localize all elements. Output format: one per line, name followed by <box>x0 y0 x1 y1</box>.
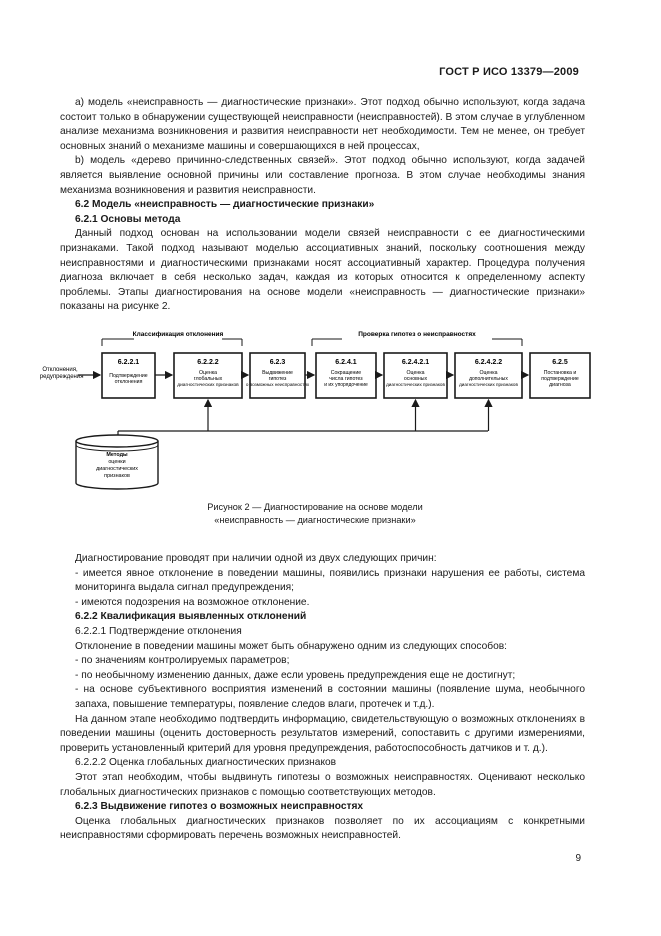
box-number: 6.2.5 <box>552 359 568 366</box>
paragraph-b: b) модель «дерево причинно-следственных связей». Этот подход обычно используют, когда задачей является выявление основной причины или составление прогноза. В этом случае необходимы знания механизма возникновения и развития неисправности. <box>60 155 585 196</box>
box-text-line1: Оценка <box>479 370 498 376</box>
box-text-line3: диагностических признаков <box>459 382 518 387</box>
heading-6-2-2: 6.2.2 Квалификация выявленных отклонений <box>75 611 307 623</box>
box-6-2-4-2-2 <box>455 353 522 398</box>
box-text-line2: дополнительных <box>469 376 508 382</box>
figure-caption <box>150 501 480 527</box>
db-label-line3: диагностических <box>96 466 138 472</box>
box-text-line3: о возможных неисправностях <box>245 382 310 387</box>
heading-6-2-3: 6.2.3 Выдвижение гипотез о возможных неисправностях <box>75 801 364 813</box>
box-number: 6.2.2.2 <box>197 359 219 366</box>
diagnostic-flow-diagram <box>40 315 630 500</box>
list-item: - на основе субъективного восприятия изменений в состоянии машины (появление шума, необычного запаха, повышение температуры, появление следов влаги, протечек и т.д.). <box>75 684 585 710</box>
box-text-line2: подтверждение <box>541 376 579 382</box>
database-connectors <box>106 400 489 441</box>
list-item: - по необычному изменению данных, даже если уровень предупреждения еще не достигнут; <box>75 669 516 681</box>
group-label-right: Проверка гипотез о неисправностях <box>358 331 476 338</box>
box-text-line3: диагностических признаков <box>386 382 445 387</box>
box-number: 6.2.2.1 <box>117 359 140 366</box>
paragraph-a: а) модель «неисправность — диагностические признаки». Этот подход обычно используют, когда задача состоит только в обнаружении существующей неисправности (неисправностей). В этом случае в углубленном анализе механизма возникновения и развития неисправности нет необходимости. Тем не менее, он требует основных знаний о механизме машины и совершающихся в ней процессах, <box>60 97 585 152</box>
box-text-line1: Подтверждение <box>109 373 148 379</box>
section-top <box>60 96 585 315</box>
input-label-line2: предупреждения <box>40 374 84 380</box>
db-label-line1: Методы <box>106 452 128 458</box>
box-text-line3: и их упорядочение <box>324 382 368 388</box>
list-item: - по значениям контролируемых параметров; <box>75 655 290 667</box>
box-6-2-2-1 <box>102 353 155 398</box>
box-text-line1: Оценка <box>406 370 425 376</box>
box-text-line1: Сокращение <box>330 370 362 376</box>
box-text-line2: основных <box>403 376 428 382</box>
box-text-line3: диагностических признаков <box>177 383 239 388</box>
subheading-6-2-2-2: 6.2.2.2 Оценка глобальных диагностических признаков <box>75 757 337 769</box>
heading-6-2: 6.2 Модель «неисправность — диагностические признаки» <box>75 199 375 211</box>
list-item: - имеется явное отклонение в поведении машины, появились признаки нарушения ее работы, система мониторинга выдала сигнал предупреждения; <box>75 567 585 594</box>
caption-line2: «неисправность — диагностические признаки» <box>214 515 416 525</box>
page-number: 9 <box>575 853 581 864</box>
box-6-2-3 <box>246 353 310 398</box>
box-text-line2: числа гипотез <box>329 376 363 382</box>
section-bottom <box>60 552 585 844</box>
box-text-line2: глобальных <box>193 376 223 382</box>
box-number: 6.2.4.1 <box>335 359 357 366</box>
box-6-2-4-1 <box>316 353 376 398</box>
paragraph-detection: Отклонение в поведении машины может быть обнаружено одним из следующих способов: <box>75 640 508 652</box>
list-item: - имеются подозрения на возможное отклонение. <box>75 596 310 608</box>
box-number: 6.2.4.2.1 <box>401 359 430 366</box>
box-6-2-5 <box>530 353 590 398</box>
box-6-2-4-2-1 <box>384 353 447 398</box>
box-text-line2: отклонения <box>114 379 143 385</box>
db-label-line2: оценки <box>108 459 126 465</box>
input-label-line1: Отклонения, <box>42 367 78 373</box>
box-6-2-2-2 <box>174 353 242 398</box>
db-label-line4: признаков <box>104 473 130 479</box>
box-number: 6.2.3 <box>269 359 286 366</box>
subheading-6-2-2-1: 6.2.2.1 Подтверждение отклонения <box>75 625 242 637</box>
box-text-line1: Постановка и <box>543 370 577 376</box>
box-text-line1: Оценка <box>199 370 217 376</box>
box-text-line1: Выдвижение <box>262 370 293 376</box>
paragraph-6-2-1: Данный подход основан на использовании модели связей неисправности с ее диагностическими признаками. Такой подход называют моделью ассоциативных знаний, поскольку соотношения между неисправностями и диагностическими признаками носят ассоциативный характер. Процедура получения диагноза включает в себя несколько задач, каждая из которых относится к определенному аспекту проблемы. Этапы диагностирования на основе модели «неисправность — диагностические признаки» показаны на рисунке 2. <box>60 228 585 313</box>
group-label-left: Классификация отклонения <box>132 331 224 338</box>
heading-6-2-1: 6.2.1 Основы метода <box>75 213 181 225</box>
paragraph-global: Этот этап необходим, чтобы выдвинуть гипотезы о возможных неисправностях. Оценивают несколько глобальных диагностических признаков с помощью соответствующих методов. <box>60 771 585 798</box>
box-text-line2: гипотез <box>268 376 287 382</box>
paragraph-reasons: Диагностирование проводят при наличии одной из двух следующих причин: <box>75 553 437 564</box>
document-header: ГОСТ Р ИСО 13379—2009 <box>439 66 579 78</box>
paragraph-hypotheses: Оценка глобальных диагностических признаков позволяет по их ассоциациям с конкретными неисправностями сформировать перечень возможных неисправностей. <box>60 815 585 842</box>
box-number: 6.2.4.2.2 <box>474 359 503 366</box>
box-text-line3: диагноза <box>549 382 571 388</box>
caption-line1: Рисунок 2 — Диагностирование на основе модели <box>207 502 423 512</box>
paragraph-confirm: На данном этапе необходимо подтвердить информацию, свидетельствующую о возможных отклонениях в поведении машины (оценить достоверность результатов измерений, сопоставить с другими измерениями, проверить установленный критерий для уровня предупреждения, работоспособность датчиков и т. д.). <box>60 713 585 754</box>
